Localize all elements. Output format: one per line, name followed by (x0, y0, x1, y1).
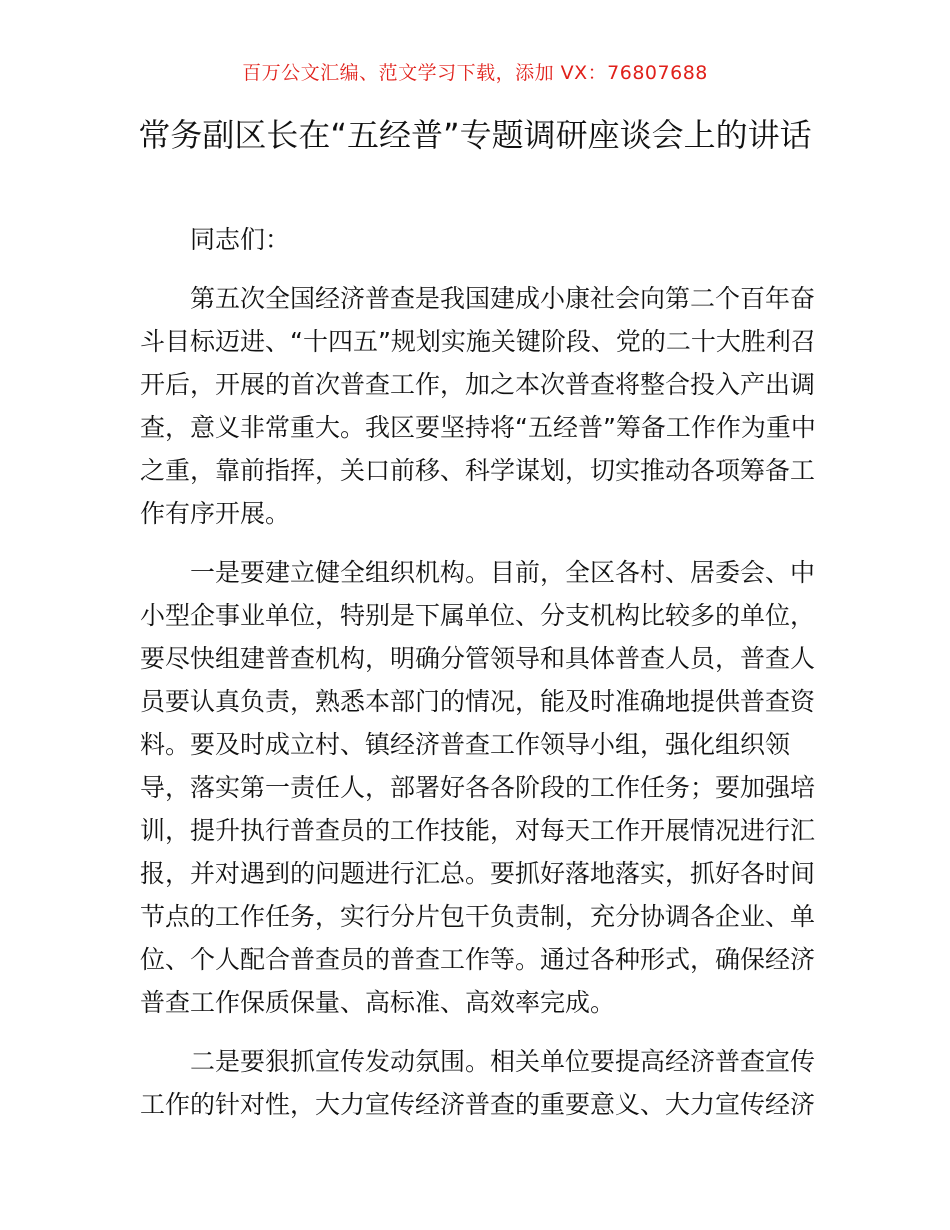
document-title: 常务副区长在“五经普”专题调研座谈会上的讲话 (138, 116, 812, 154)
watermark-banner: 百万公文汇编、范文学习下载，添加 VX：76807688 (242, 62, 708, 84)
paragraph-intro: 第五次全国经济普查是我国建成小康社会向第二个百年奋斗目标迈进、“十四五”规划实施关键阶段、党的二十大胜利召开后，开展的首次普查工作，加之本次普查将整合投入产出调查，意义非常重大。我区要坚持将“五经普”筹备工作作为重中之重，靠前指挥，关口前移、科学谋划，切实推动各项筹备工作有序开展。 (140, 284, 816, 528)
salutation: 同志们： (190, 225, 291, 254)
paragraph-publicity: 二是要狠抓宣传发动氛围。相关单位要提高经济普查宣传工作的针对性，大力宣传经济普查的重要意义、大力宣传经济 (140, 1047, 816, 1119)
paragraph-organization: 一是要建立健全组织机构。目前，全区各村、居委会、中小型企事业单位，特别是下属单位、分支机构比较多的单位，要尽快组建普查机构，明确分管领导和具体普查人员，普查人员要认真负责，熟悉本部门的情况，能及时准确地提供普查资料。要及时成立村、镇经济普查工作领导小组，强化组织领导，落实第一责任人，部署好各各阶段的工作任务；要加强培训，提升执行普查员的工作技能，对每天工作开展情况进行汇报，并对遇到的问题进行汇总。要抓好落地落实，抓好各时间节点的工作任务，实行分片包干负责制，充分协调各企业、单位、个人配合普查员的普查工作等。通过各种形式，确保经济普查工作保质保量、高标准、高效率完成。 (140, 558, 816, 1017)
document-body (140, 218, 830, 1126)
